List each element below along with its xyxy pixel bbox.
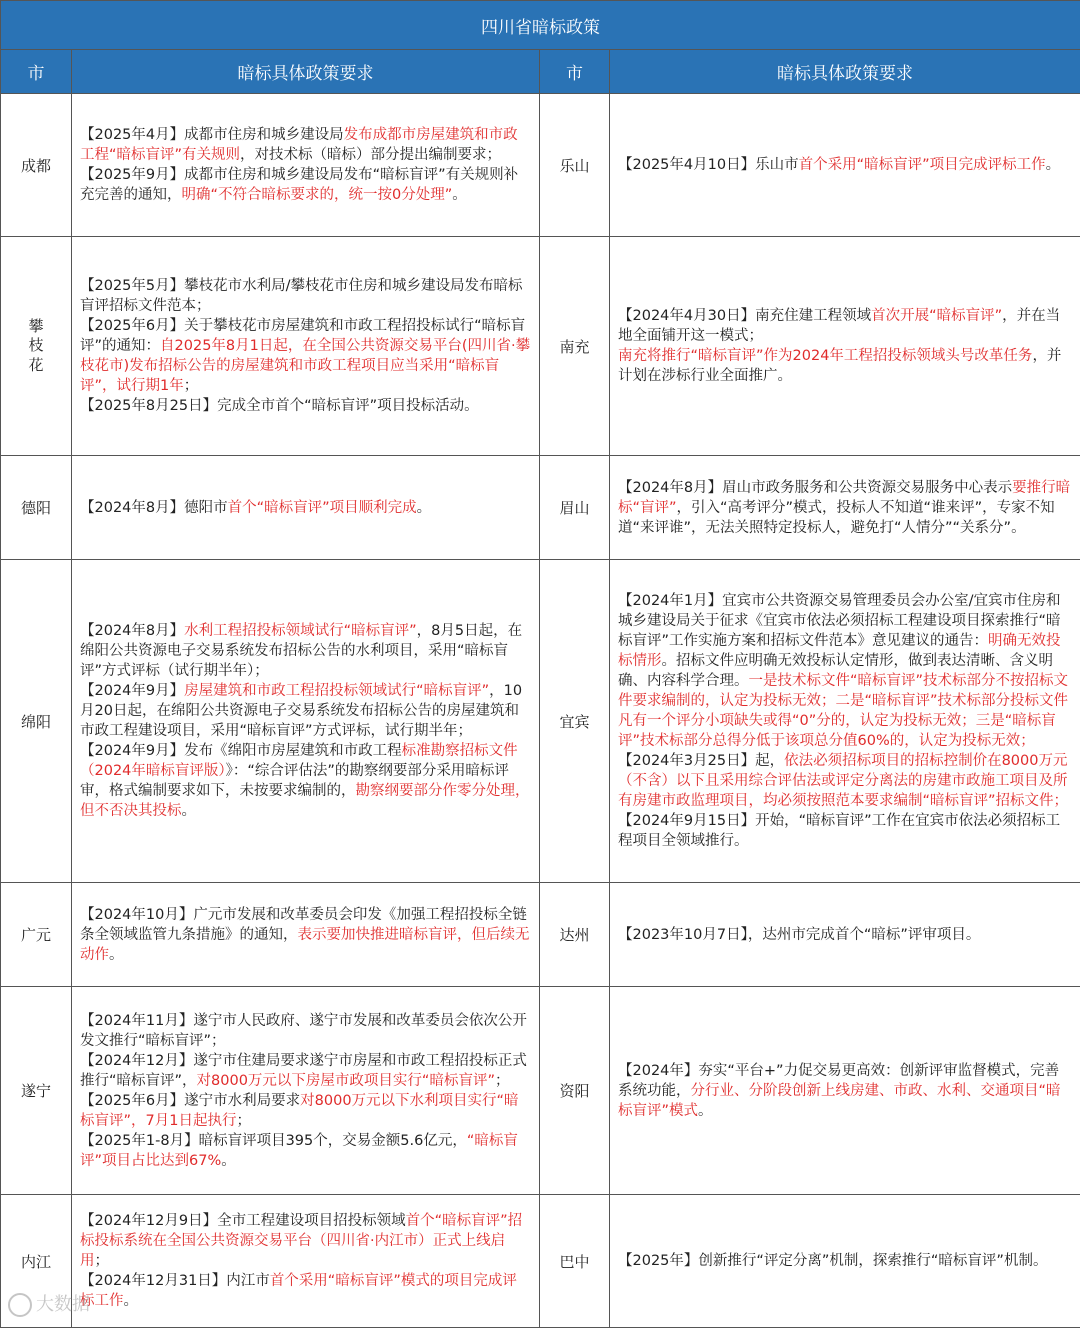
title-row: [1, 1, 1080, 50]
highlight-text: 一是技术标文件“暗标盲评”技术标部分不按招标文件要求编制的，认定为投标无效；二是“暗标盲评”技术标部分投标文件凡有一个评分小项缺失或得“0”分的，认定为投标无效；三是“暗标盲评”技术标部分总得分低于该项总分值60%的，认定为投标无效；: [618, 673, 1068, 749]
city-name: 攀枝花: [29, 317, 44, 376]
city-name: 南充: [559, 338, 589, 356]
policy-item: [618, 811, 1072, 851]
policy-text: 【2025年4月10日】乐山市: [618, 157, 799, 173]
policy-item: [80, 498, 531, 518]
highlight-text: 对8000万元以下房屋市政项目实行“暗标盲评”: [197, 1073, 495, 1089]
city-cell-right: [540, 1195, 610, 1328]
policy-cell-right: [610, 94, 1080, 237]
city-cell-right: [540, 987, 610, 1195]
city-name: 广元: [21, 926, 51, 944]
highlight-text: 要推行暗标“盲评”: [618, 480, 1070, 516]
highlight-text: 标准勘察招标文件（2024年暗标盲评版）: [80, 743, 518, 779]
policy-text: 【2024年1月】宜宾市公共资源交易管理委员会办公室/宜宾市住房和城乡建设局关于征求《宜宾市依法必须招标工程建设项目探索推行“暗标盲评”工作实施方案和招标文件范本》意见建议的通告：: [618, 593, 1061, 649]
highlight-text: 表示要加快推进暗标盲评，但后续无动作: [80, 927, 530, 963]
policy-text: 【2025年5月】攀枝花市水利局/攀枝花市住房和城乡建设局发布暗标盲评招标文件范本；: [80, 278, 523, 314]
header-policy-right: 暗标具体政策要求: [610, 50, 1080, 94]
policy-text: 【2024年】夯实“平台+”力促交易更高效：创新评审监督模式，完善系统功能，: [618, 1063, 1059, 1099]
city-name: 资阳: [559, 1082, 589, 1100]
policy-text: 【2025年6月】关于攀枝花市房屋建筑和市政工程招投标试行“暗标盲评”的通知：: [80, 318, 525, 354]
city-cell-left: [1, 456, 72, 560]
policy-text: ；: [184, 378, 199, 394]
city-cell-left: [1, 94, 72, 237]
city-cell-left: [1, 237, 72, 456]
city-cell-right: [540, 456, 610, 560]
policy-text: 【2024年8月】: [80, 623, 184, 639]
city-name: 眉山: [559, 499, 589, 517]
policy-item: [80, 396, 531, 416]
policy-item: [80, 905, 531, 965]
policy-text: 【2024年11月】遂宁市人民政府、遂宁市发展和改革委员会依次公开发文推行“暗标盲评”；: [80, 1013, 527, 1049]
city-name: 德阳: [21, 499, 51, 517]
table-row: [1, 1195, 1080, 1328]
policy-cell-left: [72, 560, 540, 883]
policy-cell-left: [72, 987, 540, 1195]
policy-text: 。: [182, 803, 197, 819]
policy-text: ，并在当地全面铺开这一模式；: [618, 308, 1060, 344]
policy-item: [618, 306, 1072, 346]
policy-item: [80, 276, 531, 316]
city-name: 内江: [21, 1253, 51, 1271]
policy-cell-left: [72, 1195, 540, 1328]
policy-text: 【2024年8月】眉山市政务服务和公共资源交易服务中心表示: [618, 480, 1012, 496]
policy-item: [80, 1091, 531, 1131]
policy-text: 【2025年8月25日】完成全市首个“暗标盲评”项目投标活动。: [80, 398, 479, 414]
policy-text: 。: [698, 1103, 713, 1119]
city-cell-right: [540, 560, 610, 883]
policy-text: 【2025年1-8月】暗标盲评项目395个，交易金额5.6亿元，: [80, 1133, 467, 1149]
policy-text: 【2024年10月】广元市发展和改革委员会印发《加强工程招投标全链条全领域监管九条措施》的通知，: [80, 907, 527, 943]
policy-item: [80, 316, 531, 396]
watermark-text: 大数据: [36, 1294, 90, 1315]
city-name: 宜宾: [559, 713, 589, 731]
policy-text: 【2023年10月7日】，达州市完成首个“暗标”评审项目。: [618, 927, 980, 943]
policy-text: 。: [1046, 157, 1061, 173]
policy-cell-right: [610, 1195, 1080, 1328]
policy-text: 【2025年9月】成都市住房和城乡建设局发布“暗标盲评”有关规则补充完善的通知，: [80, 167, 518, 203]
table-row: [1, 883, 1080, 987]
city-cell-right: [540, 94, 610, 237]
table-row: [1, 237, 1080, 456]
policy-item: [618, 925, 1072, 945]
city-name: 乐山: [559, 157, 589, 175]
header-row: [1, 50, 1080, 94]
header-city-right: 市: [540, 50, 610, 94]
table-title: 四川省暗标政策: [1, 1, 1080, 50]
table-row: [1, 560, 1080, 883]
policy-text: ，8月5日起，在绵阳公共资源电子交易系统发布招标公告的水利项目，采用“暗标盲评”方式评标（试行期半年）；: [80, 623, 522, 679]
city-cell-left: [1, 987, 72, 1195]
city-cell-right: [540, 237, 610, 456]
policy-text: 【2024年12月】遂宁市住建局要求遂宁市房屋和市政工程招投标正式推行“暗标盲评”，: [80, 1053, 527, 1089]
city-name: 巴中: [559, 1253, 589, 1271]
highlight-text: 发布成都市房屋建筑和市政工程“暗标盲评”有关规则: [80, 127, 518, 163]
policy-text: 【2025年6月】遂宁市水利局要求: [80, 1093, 300, 1109]
policy-cell-left: [72, 456, 540, 560]
highlight-text: 自2025年8月1日起，在全国公共资源交易平台(四川省·攀枝花市)发布招标公告的房屋建筑和市政工程项目应当采用“暗标盲评”，试行期1年: [80, 338, 530, 394]
policy-text: 【2024年8月】德阳市: [80, 500, 228, 516]
policy-item: [80, 165, 531, 205]
policy-text: ；: [495, 1073, 510, 1089]
policy-text: 【2024年9月15日】开始，“暗标盲评”工作在宜宾市依法必须招标工程项目全领域推行。: [618, 813, 1060, 849]
policy-text: 【2025年4月】成都市住房和城乡建设局: [80, 127, 344, 143]
policy-item: [80, 681, 531, 741]
policy-item: [80, 741, 531, 821]
policy-text: 。: [452, 187, 467, 203]
policy-text: 。招标文件应明确无效投标认定情形，做到表达清晰、含义明确、内容科学合理。: [618, 653, 1053, 689]
policy-item: [618, 751, 1072, 811]
highlight-text: 首个“暗标盲评”项目顺利完成: [228, 500, 417, 516]
policy-item: [618, 591, 1072, 751]
highlight-text: 依法必须招标项目的招标控制价在8000万元（不含）以下且采用综合评估法或评定分离法的房建市政施工项目及所有房建市政监理项目，均必须按照范本要求编制“暗标盲评”招标文件；: [618, 753, 1068, 809]
highlight-text: 南充将推行“暗标盲评”作为2024年工程招投标领域头号改革任务: [618, 348, 1032, 364]
policy-cell-right: [610, 456, 1080, 560]
city-cell-left: [1, 560, 72, 883]
highlight-text: 对8000万元以下水利项目实行“暗标盲评”，7月1日起执行: [80, 1093, 519, 1129]
city-name: 达州: [559, 926, 589, 944]
policy-text: ，对技术标（暗标）部分提出编制要求；: [240, 147, 501, 163]
highlight-text: 明确“不符合暗标要求的，统一按0分处理”: [182, 187, 453, 203]
highlight-text: 明确无效投标情形: [618, 633, 1061, 669]
city-cell-left: [1, 1195, 72, 1328]
city-name: 成都: [21, 157, 51, 175]
policy-item: [80, 1011, 531, 1051]
highlight-text: “暗标盲评”项目占比达到67%: [80, 1133, 518, 1169]
highlight-text: 首个“暗标盲评”招标投标系统在全国公共资源交易平台（四川省·内江市）正式上线启用: [80, 1213, 522, 1269]
policy-text: 。: [124, 1293, 139, 1309]
policy-text: 【2024年9月】发布《绵阳市房屋建筑和市政工程: [80, 743, 402, 759]
policy-text: 【2024年12月9日】全市工程建设项目招投标领域: [80, 1213, 406, 1229]
header-policy-left: 暗标具体政策要求: [72, 50, 540, 94]
policy-text: 》：“综合评估法”的勘察纲要部分采用暗标评审，格式编制要求如下，未按要求编制的，: [80, 763, 509, 799]
highlight-text: 水利工程招投标领域试行“暗标盲评”: [184, 623, 417, 639]
policy-cell-left: [72, 237, 540, 456]
policy-cell-left: [72, 94, 540, 237]
policy-item: [618, 478, 1072, 538]
highlight-text: 勘察纲要部分作零分处理，但不否决其投标: [80, 783, 530, 819]
highlight-text: 首个采用“暗标盲评”模式的项目完成评标工作: [80, 1273, 517, 1309]
policy-text: 。: [109, 947, 124, 963]
policy-text: ；: [95, 1253, 110, 1269]
city-name: 遂宁: [21, 1082, 51, 1100]
policy-item: [80, 125, 531, 165]
header-city-left: 市: [1, 50, 72, 94]
policy-text: 【2024年12月31日】内江市: [80, 1273, 270, 1289]
city-cell-right: [540, 883, 610, 987]
policy-text: 【2024年9月】: [80, 683, 184, 699]
policy-cell-left: [72, 883, 540, 987]
table-row: [1, 94, 1080, 237]
policy-text: ，10月20日起，在绵阳公共资源电子交易系统发布招标公告的房屋建筑和市政工程建设项目，采用“暗标盲评”方式评标，试行期半年；: [80, 683, 522, 739]
policy-item: [618, 346, 1072, 386]
highlight-text: 房屋建筑和市政工程招投标领域试行“暗标盲评”: [184, 683, 489, 699]
policy-text: ；: [236, 1113, 251, 1129]
policy-text: ，并计划在涉标行业全面推广。: [618, 348, 1061, 384]
policy-text: 【2025年】创新推行“评定分离”机制，探索推行“暗标盲评”机制。: [618, 1253, 1047, 1269]
table-body: [1, 94, 1080, 1328]
policy-item: [80, 1211, 531, 1271]
policy-item: [618, 155, 1072, 175]
policy-cell-right: [610, 883, 1080, 987]
policy-cell-right: [610, 237, 1080, 456]
highlight-text: 分行业、分阶段创新上线房建、市政、水利、交通项目“暗标盲评”模式: [618, 1083, 1061, 1119]
policy-item: [618, 1061, 1072, 1121]
policy-item: [80, 1271, 531, 1311]
policy-text: ，引入“高考评分”模式，投标人不知道“谁来评”，专家不知道“来评谁”，无法关照特定投标人，避免打“人情分”“关系分”。: [618, 500, 1055, 536]
city-cell-left: [1, 883, 72, 987]
policy-text: 【2024年4月30日】南充住建工程领域: [618, 308, 871, 324]
policy-item: [80, 1131, 531, 1171]
highlight-text: 首次开展“暗标盲评”: [871, 308, 1002, 324]
city-name: 绵阳: [21, 713, 51, 731]
highlight-text: 首个采用“暗标盲评”项目完成评标工作: [799, 157, 1046, 173]
policy-text: 。: [221, 1153, 236, 1169]
table-row: [1, 987, 1080, 1195]
policy-cell-right: [610, 560, 1080, 883]
policy-text: 【2024年3月25日】起，: [618, 753, 784, 769]
policy-text: 。: [417, 500, 432, 516]
policy-item: [618, 1251, 1072, 1271]
policy-item: [80, 621, 531, 681]
table-row: [1, 456, 1080, 560]
policy-cell-right: [610, 987, 1080, 1195]
policy-item: [80, 1051, 531, 1091]
